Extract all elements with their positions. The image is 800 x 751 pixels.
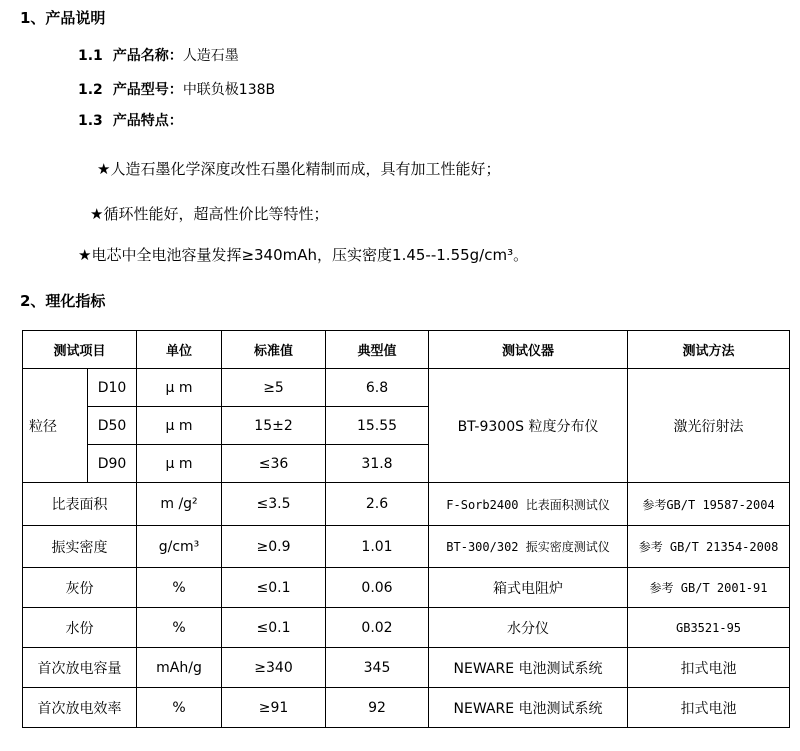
typical-cell: 0.06: [326, 568, 429, 608]
spec-table: [22, 330, 790, 728]
unit-cell: mAh/g: [137, 648, 222, 688]
table-row: [23, 369, 790, 407]
section2-title: 2、理化指标: [20, 292, 106, 310]
item-cell: 灰份: [23, 568, 137, 608]
typical-cell: 6.8: [326, 369, 429, 407]
header-unit: 单位: [137, 331, 222, 369]
method-cell: 参考 GB/T 2001-91: [628, 568, 790, 608]
header-method: 测试方法: [628, 331, 790, 369]
instrument-cell: BT-9300S 粒度分布仪: [429, 369, 628, 483]
product-model-line: [78, 79, 275, 99]
typical-cell: 15.55: [326, 407, 429, 445]
unit-cell: %: [137, 608, 222, 648]
standard-cell: ≥0.9: [222, 526, 326, 568]
unit-cell: m /g²: [137, 483, 222, 526]
feature-line-2: ★循环性能好，超高性价比等特性；: [90, 205, 329, 223]
method-cell: 扣式电池: [628, 688, 790, 728]
standard-cell: ≥340: [222, 648, 326, 688]
unit-cell: μ m: [137, 407, 222, 445]
unit-cell: %: [137, 568, 222, 608]
item-cell: 首次放电效率: [23, 688, 137, 728]
particle-sub: D50: [88, 407, 137, 445]
standard-cell: ≥5: [222, 369, 326, 407]
standard-cell: ≤3.5: [222, 483, 326, 526]
table-row: [23, 568, 790, 608]
header-test-item: 测试项目: [23, 331, 137, 369]
item-label: 产品特点：: [112, 113, 183, 129]
table-row: [23, 648, 790, 688]
typical-cell: 1.01: [326, 526, 429, 568]
item-label: 产品名称：: [112, 48, 183, 64]
method-cell: GB3521-95: [628, 608, 790, 648]
method-cell: 参考GB/T 19587-2004: [628, 483, 790, 526]
table-header-row: [23, 331, 790, 369]
item-number: 1.3: [78, 113, 103, 129]
feature-line-3: ★电芯中全电池容量发挥≥340mAh，压实密度1.45--1.55g/cm³。: [78, 246, 529, 264]
product-features-line: [78, 110, 183, 130]
instrument-cell: NEWARE 电池测试系统: [429, 688, 628, 728]
item-cell: 首次放电容量: [23, 648, 137, 688]
instrument-cell: 箱式电阻炉: [429, 568, 628, 608]
section1-title: 1、产品说明: [20, 9, 106, 27]
header-typical: 典型值: [326, 331, 429, 369]
table-row: [23, 688, 790, 728]
feature-line-1: ★人造石墨化学深度改性石墨化精制而成，具有加工性能好；: [97, 160, 501, 178]
item-cell: 振实密度: [23, 526, 137, 568]
item-value: 中联负极138B: [182, 82, 276, 98]
instrument-cell: F-Sorb2400 比表面积测试仪: [429, 483, 628, 526]
particle-sub: D10: [88, 369, 137, 407]
typical-cell: 345: [326, 648, 429, 688]
item-cell: 比表面积: [23, 483, 137, 526]
standard-cell: ≤0.1: [222, 568, 326, 608]
unit-cell: μ m: [137, 445, 222, 483]
item-number: 1.2: [78, 82, 103, 98]
item-label: 产品型号：: [112, 82, 183, 98]
instrument-cell: BT-300/302 振实密度测试仪: [429, 526, 628, 568]
method-cell: 扣式电池: [628, 648, 790, 688]
method-cell: 激光衍射法: [628, 369, 790, 483]
standard-cell: ≥91: [222, 688, 326, 728]
typical-cell: 31.8: [326, 445, 429, 483]
table-row: [23, 483, 790, 526]
standard-cell: 15±2: [222, 407, 326, 445]
instrument-cell: 水分仪: [429, 608, 628, 648]
particle-sub: D90: [88, 445, 137, 483]
method-cell: 参考 GB/T 21354-2008: [628, 526, 790, 568]
instrument-cell: NEWARE 电池测试系统: [429, 648, 628, 688]
standard-cell: ≤0.1: [222, 608, 326, 648]
typical-cell: 0.02: [326, 608, 429, 648]
item-value: 人造石墨: [182, 48, 239, 64]
product-name-line: [78, 45, 239, 65]
typical-cell: 92: [326, 688, 429, 728]
item-cell: 水份: [23, 608, 137, 648]
unit-cell: g/cm³: [137, 526, 222, 568]
table-row: [23, 526, 790, 568]
unit-cell: %: [137, 688, 222, 728]
item-number: 1.1: [78, 48, 103, 64]
table-row: [23, 608, 790, 648]
standard-cell: ≤36: [222, 445, 326, 483]
typical-cell: 2.6: [326, 483, 429, 526]
unit-cell: μ m: [137, 369, 222, 407]
header-instrument: 测试仪器: [429, 331, 628, 369]
header-standard: 标准值: [222, 331, 326, 369]
particle-size-label: 粒径: [23, 369, 88, 483]
